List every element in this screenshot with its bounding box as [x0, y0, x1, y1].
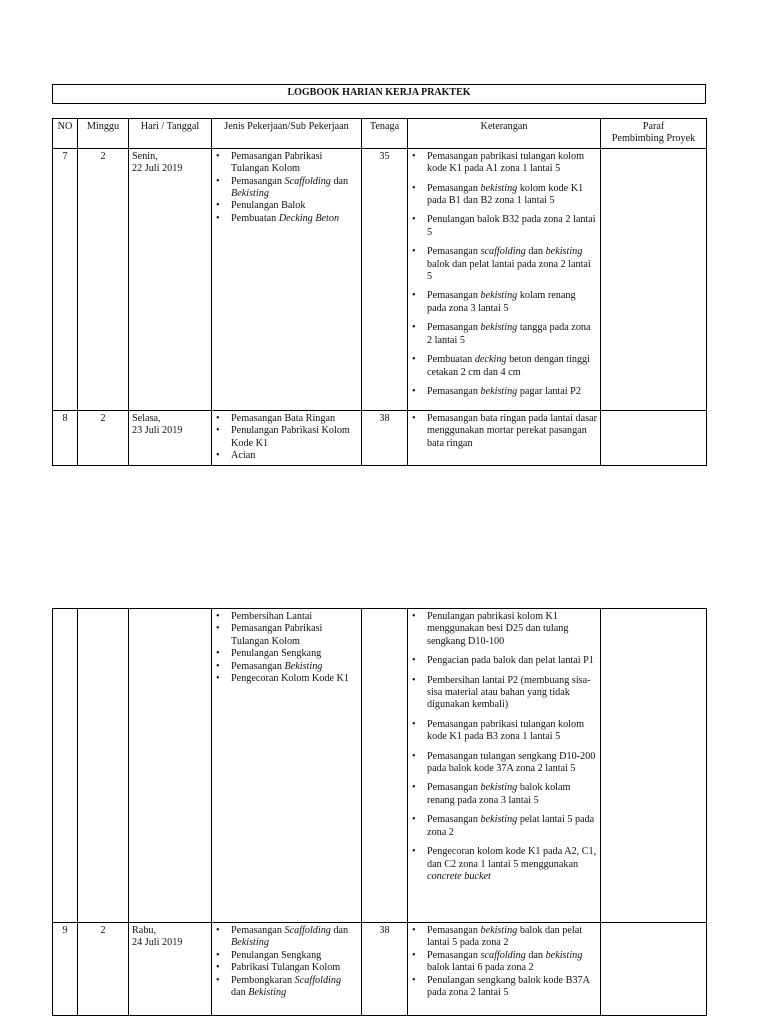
list-item: • Pabrikasi Tulangan Kolom: [215, 962, 358, 974]
page-title: LOGBOOK HARIAN KERJA PRAKTEK: [52, 84, 706, 104]
list-item: • Penulangan Sengkang: [215, 950, 358, 962]
header-hari: Hari / Tanggal: [129, 119, 212, 149]
cell-keterangan: [408, 148, 601, 410]
list-item: • Penulangan sengkang balok kode B37A pada zona 2 lantai 5: [411, 975, 597, 1000]
list-item: • Pemasangan bekisting tangga pada zona 2 lantai 5: [411, 322, 597, 347]
list-item: • Pemasangan bekisting kolom kode K1 pada B1 dan B2 zona 1 lantai 5: [411, 183, 597, 208]
cell-minggu: 2: [78, 410, 129, 465]
list-item: • Pemasangan bekisting kolam renang pada zona 3 lantai 5: [411, 290, 597, 315]
cell-no: 7: [53, 148, 78, 410]
header-paraf: [601, 119, 707, 149]
list-item: • Pemasangan Scaffolding dan Bekisting: [215, 925, 358, 950]
list-item: • Pemasangan tulangan sengkang D10-200 pada balok kode 37A zona 2 lantai 5: [411, 751, 597, 776]
list-item: • Pembongkaran Scaffolding dan Bekisting: [215, 975, 358, 1000]
keterangan-list: [411, 925, 597, 999]
list-item: • Acian: [215, 450, 358, 462]
header-paraf-line2: Pembimbing Proyek: [611, 133, 696, 145]
list-item: • Pengecoran Kolom Kode K1: [215, 673, 358, 685]
list-item: • Pembersihan lantai P2 (membuang sisa-sisa material atau bahan yang tidak digunakan kembali): [411, 675, 597, 712]
list-item: • Pemasangan bata ringan pada lantai dasar menggunakan mortar perekat pasangan bata ringan: [411, 413, 597, 450]
cell-keterangan: [408, 609, 601, 923]
header-paraf-line1: Paraf: [642, 121, 665, 132]
list-item: • Pembersihan Lantai: [215, 611, 358, 623]
list-item: • Pemasangan bekisting pagar lantai P2: [411, 386, 597, 398]
cell-day: Selasa,: [132, 412, 161, 424]
cell-tenaga: 35: [362, 148, 408, 410]
jenis-list: [215, 611, 358, 685]
cell-keterangan: [408, 923, 601, 1016]
cell-jenis: [212, 923, 362, 1016]
list-item: • Pemasangan Pabrikasi Tulangan Kolom: [215, 623, 358, 648]
list-item: • Pemasangan pabrikasi tulangan kolom kode K1 pada B3 zona 1 lantai 5: [411, 719, 597, 744]
table-row: [53, 148, 707, 410]
cell-no: [53, 609, 78, 923]
list-item: • Pemasangan Scaffolding dan Bekisting: [215, 176, 358, 201]
jenis-list: [215, 151, 358, 225]
logbook-table-2: [52, 608, 707, 1016]
cell-tenaga: 38: [362, 923, 408, 1016]
cell-jenis: [212, 410, 362, 465]
list-item: • Pemasangan scaffolding dan bekisting balok dan pelat lantai pada zona 2 lantai 5: [411, 246, 597, 283]
cell-keterangan: [408, 410, 601, 465]
cell-hari: [129, 410, 212, 465]
list-item: • Pembuatan decking beton dengan tinggi cetakan 2 cm dan 4 cm: [411, 354, 597, 379]
cell-day: Rabu,: [132, 925, 157, 936]
list-item: • Penulangan pabrikasi kolom K1 menggunakan besi D25 dan tulang sengkang D10-100: [411, 611, 597, 648]
header-minggu: Minggu: [78, 119, 129, 149]
cell-no: 9: [53, 923, 78, 1016]
cell-tenaga: [362, 609, 408, 923]
list-item: • Pemasangan bekisting pelat lantai 5 pada zona 2: [411, 814, 597, 839]
list-item: • Pemasangan Bekisting: [215, 661, 358, 673]
cell-date: 24 Juli 2019: [132, 937, 183, 949]
list-item: • Pemasangan bekisting balok kolam renang pada zona 3 lantai 5: [411, 782, 597, 807]
list-item: • Pembuatan Decking Beton: [215, 213, 358, 225]
cell-date: 22 Juli 2019: [132, 163, 183, 175]
list-item: • Penulangan Sengkang: [215, 648, 358, 660]
cell-day: Senin,: [132, 150, 158, 162]
cell-jenis: [212, 148, 362, 410]
keterangan-list: [411, 151, 597, 399]
header-tenaga: Tenaga: [362, 119, 408, 149]
keterangan-list: [411, 611, 597, 883]
list-item: • Penulangan balok B32 pada zona 2 lantai 5: [411, 214, 597, 239]
list-item: • Pemasangan scaffolding dan bekisting balok lantai 6 pada zona 2: [411, 950, 597, 975]
cell-paraf: [601, 923, 707, 1016]
jenis-list: [215, 925, 358, 999]
cell-paraf: [601, 148, 707, 410]
header-row: [53, 119, 707, 149]
table-row: [53, 410, 707, 465]
list-item: • Pemasangan pabrikasi tulangan kolom kode K1 pada A1 zona 1 lantai 5: [411, 151, 597, 176]
cell-hari: [129, 923, 212, 1016]
cell-minggu: 2: [78, 923, 129, 1016]
logbook-table-1: [52, 118, 707, 466]
keterangan-list: [411, 413, 597, 450]
cell-minggu: 2: [78, 148, 129, 410]
list-item: • Pengacian pada balok dan pelat lantai P1: [411, 655, 597, 667]
header-jenis: Jenis Pekerjaan/Sub Pekerjaan: [212, 119, 362, 149]
cell-minggu: [78, 609, 129, 923]
table-row: [53, 609, 707, 923]
cell-no: 8: [53, 410, 78, 465]
cell-date: 23 Juli 2019: [132, 425, 183, 437]
list-item: • Penulangan Balok: [215, 200, 358, 212]
list-item: • Pengecoran kolom kode K1 pada A2, C1, dan C2 zona 1 lantai 5 menggunakan concrete bucket: [411, 846, 597, 883]
list-item: • Pemasangan Bata Ringan: [215, 413, 358, 425]
header-no: NO: [53, 119, 78, 149]
jenis-list: [215, 413, 358, 463]
cell-tenaga: 38: [362, 410, 408, 465]
list-item: • Pemasangan Pabrikasi Tulangan Kolom: [215, 151, 358, 176]
table-row: [53, 923, 707, 1016]
cell-hari: [129, 609, 212, 923]
cell-hari: [129, 148, 212, 410]
cell-jenis: [212, 609, 362, 923]
list-item: • Pemasangan bekisting balok dan pelat lantai 5 pada zona 2: [411, 925, 597, 950]
header-keterangan: Keterangan: [408, 119, 601, 149]
list-item: • Penulangan Pabrikasi Kolom Kode K1: [215, 425, 358, 450]
cell-paraf: [601, 410, 707, 465]
cell-paraf: [601, 609, 707, 923]
